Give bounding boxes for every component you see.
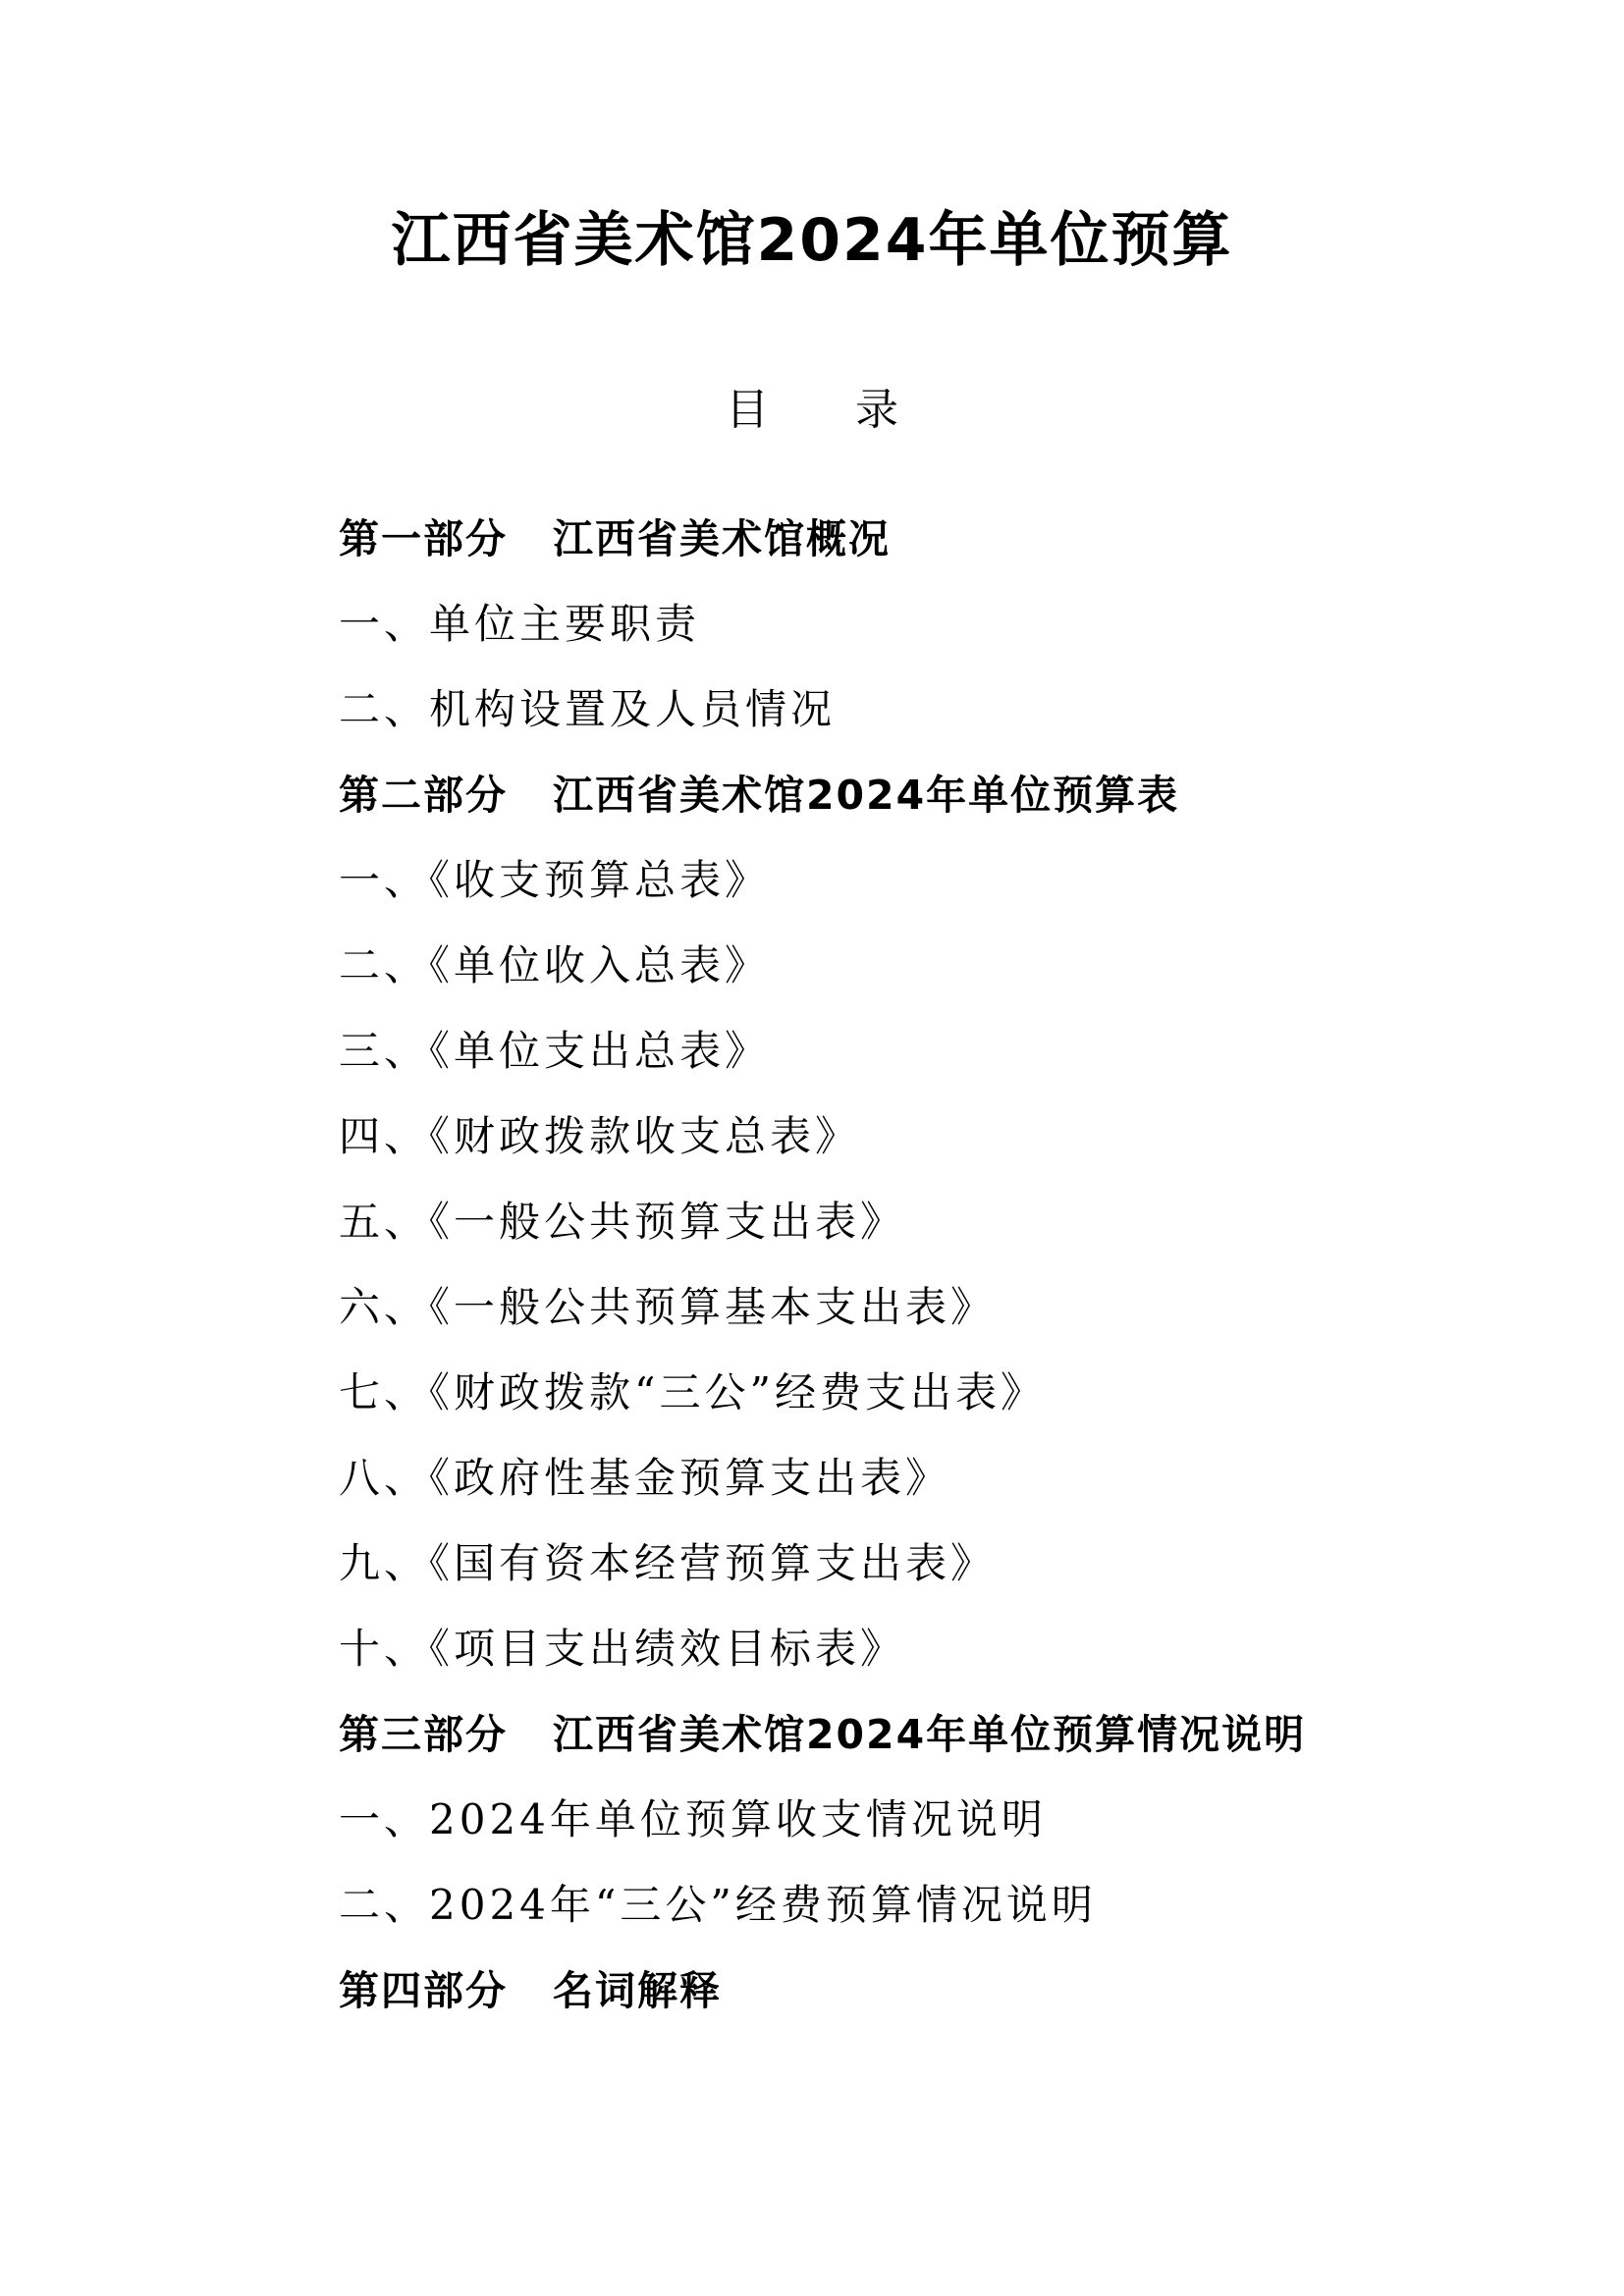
toc-item-text: 一、单位主要职责 <box>339 600 701 648</box>
toc-part-heading[interactable] <box>339 505 1517 590</box>
toc-item-text: 七、《财政拨款“三公”经费支出表》 <box>339 1368 1046 1416</box>
toc-item[interactable] <box>339 1359 1517 1444</box>
toc-heading-left: 目 <box>726 385 769 435</box>
toc-item[interactable] <box>339 932 1517 1017</box>
toc-part-label: 第三部分 <box>339 1711 508 1758</box>
toc-item[interactable] <box>339 1102 1517 1188</box>
toc-item-text: 六、《一般公共预算基本支出表》 <box>339 1283 997 1331</box>
toc-item-text: 五、《一般公共预算支出表》 <box>339 1198 906 1246</box>
toc-item[interactable] <box>339 846 1517 932</box>
toc-part-heading[interactable] <box>339 1956 1517 2042</box>
toc-part-label: 第一部分 <box>339 515 508 562</box>
toc-item-text: 九、《国有资本经营预算支出表》 <box>339 1539 997 1587</box>
toc-item[interactable] <box>339 1188 1517 1273</box>
toc-item[interactable] <box>339 1786 1517 1871</box>
toc-item[interactable] <box>339 1444 1517 1529</box>
toc-item[interactable] <box>339 1017 1517 1102</box>
toc-part-title: 江西省美术馆概况 <box>553 515 891 562</box>
toc-part-heading[interactable] <box>339 761 1517 846</box>
toc-part-title: 江西省美术馆2024年单位预算情况说明 <box>553 1711 1307 1758</box>
toc-item-text: 二、2024年“三公”经费预算情况说明 <box>339 1881 1097 1929</box>
document-title: 江西省美术馆2024年单位预算 <box>391 206 1233 275</box>
toc-item[interactable] <box>339 675 1517 761</box>
toc-heading <box>0 381 1624 440</box>
toc-item-text: 三、《单位支出总表》 <box>339 1027 771 1075</box>
toc-part-title: 名词解释 <box>553 1967 722 2014</box>
toc-part-label: 第二部分 <box>339 772 508 819</box>
toc-item[interactable] <box>339 1615 1517 1700</box>
toc-part-label: 第四部分 <box>339 1967 508 2014</box>
toc-item-text: 十、《项目支出绩效目标表》 <box>339 1625 906 1673</box>
toc-item[interactable] <box>339 1871 1517 1956</box>
toc-item-text: 四、《财政拨款收支总表》 <box>339 1112 861 1160</box>
toc-item-text: 一、《收支预算总表》 <box>339 856 771 904</box>
toc-item[interactable] <box>339 1529 1517 1615</box>
toc-item-text: 八、《政府性基金预算支出表》 <box>339 1454 951 1502</box>
toc-heading-right: 录 <box>855 385 898 435</box>
toc-part-title: 江西省美术馆2024年单位预算表 <box>553 772 1180 819</box>
toc-item-text: 一、2024年单位预算收支情况说明 <box>339 1795 1047 1843</box>
toc-item-text: 二、机构设置及人员情况 <box>339 685 837 733</box>
table-of-contents <box>339 505 1517 2042</box>
toc-part-heading[interactable] <box>339 1700 1517 1786</box>
toc-item-text: 二、《单位收入总表》 <box>339 941 771 989</box>
toc-item[interactable] <box>339 590 1517 675</box>
toc-item[interactable] <box>339 1273 1517 1359</box>
